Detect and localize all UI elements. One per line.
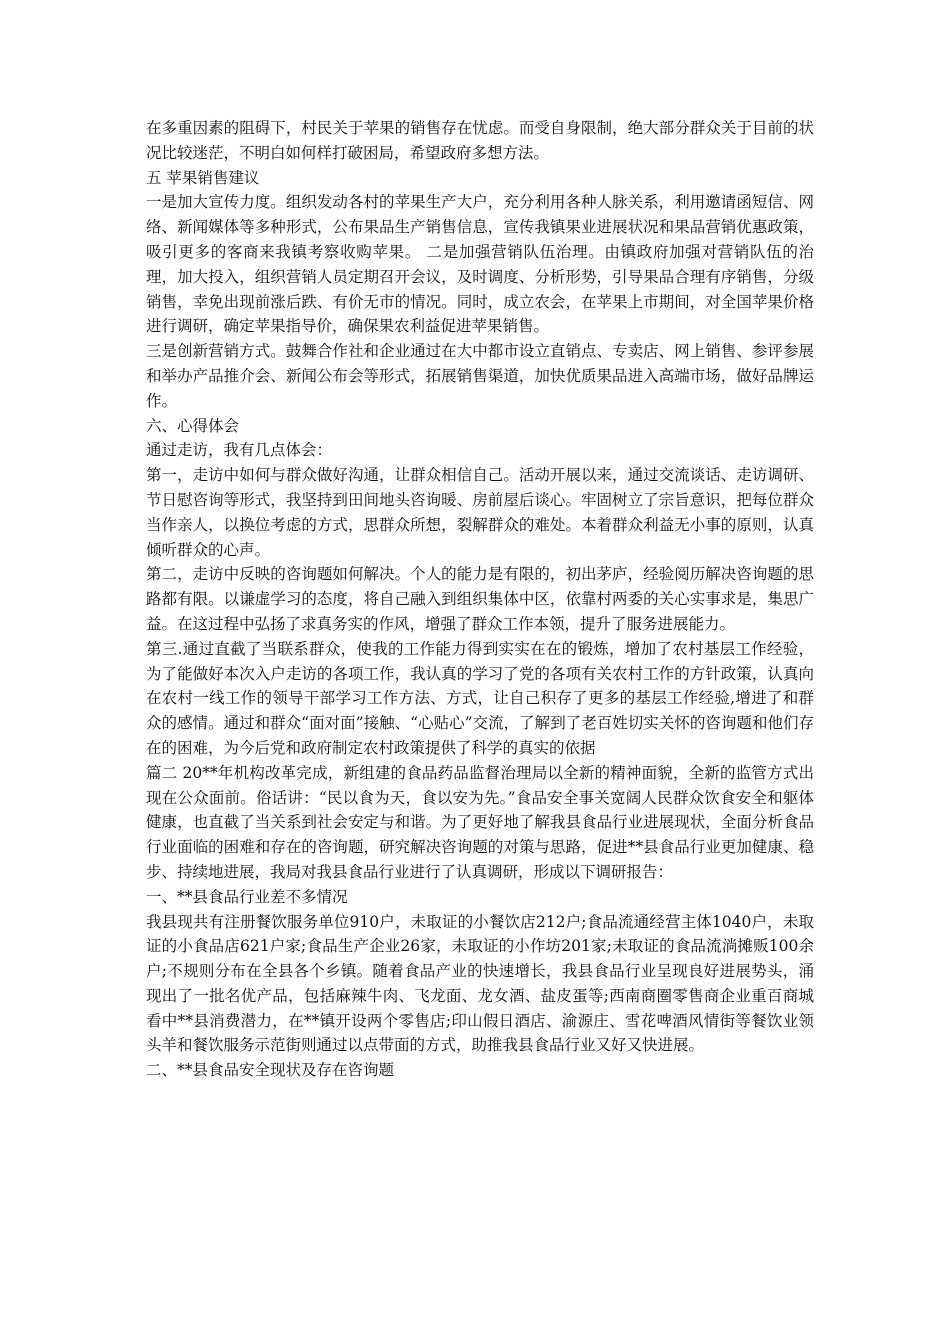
heading-food-industry-overview: 一、**县食品行业差不多情况 xyxy=(146,887,348,906)
paragraph-part-two-intro: 篇二 20**年机构改革完成，新组建的食品药品监督治理局以全新的精神面貌，全新的监管方式出现在公众面前。俗话讲：“民以食为天，食以安为先。”食品安全事关宽阔人民群众饮食安全和躯体健康，也直截了当关系到社会安定与和谐。为了更好地了解我县食品行业进展现状，全面分析食品行业面临的困难和存在的咨询题，研究解决咨询题的对策与思路，促进**县食品行业更加健康、稳步、持续地进展，我局对我县食品行业进行了认真调研，形成以下调研报告： xyxy=(146,763,814,881)
paragraph-publicity-and-team: 一是加大宣传力度。组织发动各村的苹果生产大户，充分利用各种人脉关系，利用邀请函短信、网络、新闻媒体等多种形式，公布果品生产销售信息，宣传我镇果业进展状况和果品营销优惠政策，吸引更多的客商来我镇考察收购苹果。 二是加强营销队伍治理。由镇政府加强对营销队伍的治理，加大投入，组织营销人员定期召开会议，及时调度、分析形势，引导果品合理有序销售，分级销售，幸免出现前涨后跌、有价无市的情况。同时，成立农会，在苹果上市期间，对全国苹果价格进行调研，确定苹果指导价，确保果农利益促进苹果销售。 xyxy=(146,193,814,336)
document-body xyxy=(146,116,814,1083)
paragraph-third-point: 第三.通过直截了当联系群众，使我的工作能力得到实实在在的锻炼，增加了农村基层工作经验，为了能做好本次入户走访的各项工作，我认真的学习了党的各项有关农村工作的方针政策，认真向在农村一线工作的领导干部学习工作方法、方式，让自己积存了更多的基层工作经验,增进了和群众的感情。通过和群众“面对面”接触、“心贴心”交流，了解到了老百姓切实关怀的咨询题和他们存在的困难，为今后党和政府制定农村政策提供了科学的真实的依据 xyxy=(146,639,814,757)
heading-experience: 六、心得体会 xyxy=(146,416,240,435)
paragraph-sales-concern: 在多重因素的阻碍下，村民关于苹果的销售存在忧虑。而受自身限制，绝大部分群众关于目前的状况比较迷茫，不明白如何样打破困局，希望政府多想方法。 xyxy=(146,119,814,162)
paragraph-innovate-marketing: 三是创新营销方式。鼓舞合作社和企业通过在大中都市设立直销点、专卖店、网上销售、参评参展和举办产品推介会、新闻公布会等形式，拓展销售渠道，加快优质果品进入高端市场，做好品牌运作。 xyxy=(146,342,814,410)
heading-sales-suggestions: 五 苹果销售建议 xyxy=(146,168,260,187)
paragraph-food-industry-stats: 我县现共有注册餐饮服务单位910户，未取证的小餐饮店212户;食品流通经营主体1040户，未取证的小食品店621户家;食品生产企业26家，未取证的小作坊201家;未取证的食品流淌摊贩100余户;不规则分布在全县各个乡镇。随着食品产业的快速增长，我县食品行业呈现良好进展势头，涌现出了一批名优产品，包括麻辣牛肉、飞龙面、龙女酒、盐皮蛋等;西南商圈零售商企业重百商城看中**县消费潜力，在**镇开设两个零售店;印山假日酒店、渝源庄、雪花啤酒风情街等餐饮业领头羊和餐饮服务示范街则通过以点带面的方式，助推我县食品行业又好又快进展。 xyxy=(146,912,814,1055)
paragraph-second-point: 第二，走访中反映的咨询题如何解决。个人的能力是有限的，初出茅庐，经验阅历解决咨询题的思路都有限。以谦虚学习的态度，将自己融入到组织集体中区，依靠村两委的关心实事求是，集思广益。在这过程中弘扬了求真务实的作风，增强了群众工作本领，提升了服务进展能力。 xyxy=(146,565,814,633)
paragraph-intro-experience: 通过走访，我有几点体会： xyxy=(146,441,333,460)
heading-food-safety-status: 二、**县食品安全现状及存在咨询题 xyxy=(146,1061,395,1080)
paragraph-first-point: 第一，走访中如何与群众做好沟通，让群众相信自己。活动开展以来，通过交流谈话、走访调研、节日慰咨询等形式，我坚持到田间地头咨询暖、房前屋后谈心。牢固树立了宗旨意识，把每位群众当作亲人，以换位考虑的方式，思群众所想，裂解群众的难处。本着群众利益无小事的原则，认真倾听群众的心声。 xyxy=(146,466,814,559)
